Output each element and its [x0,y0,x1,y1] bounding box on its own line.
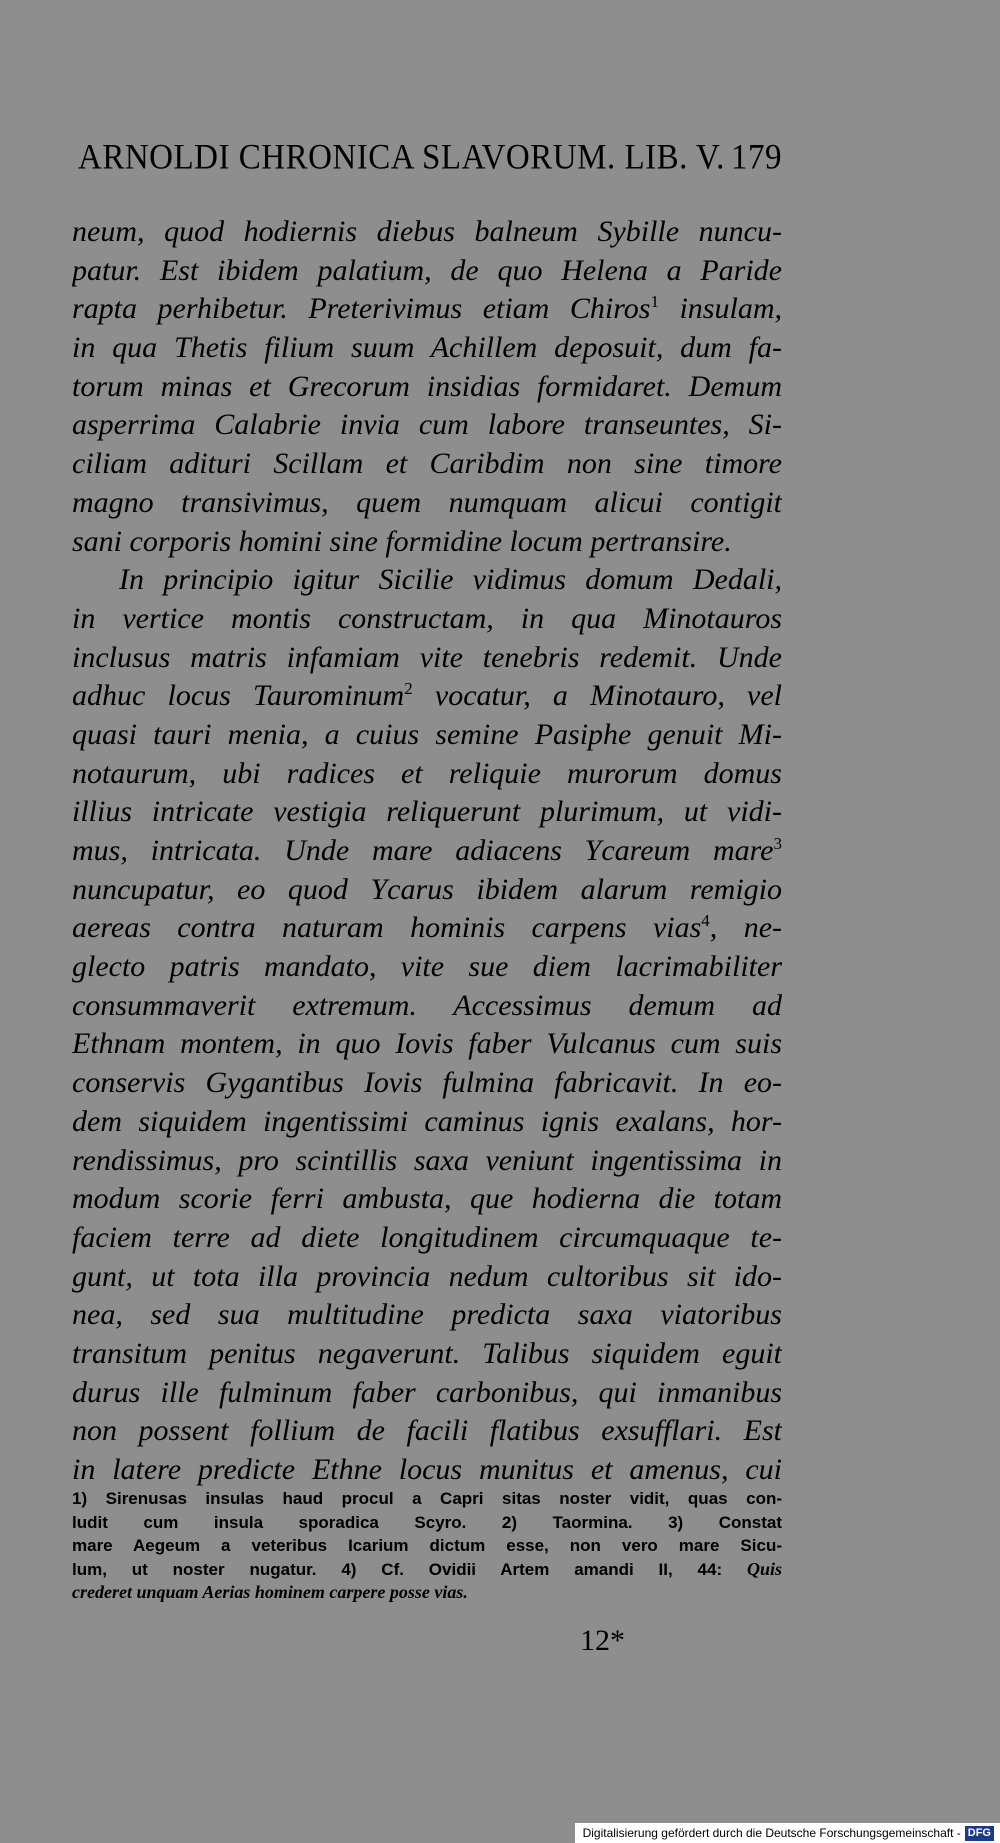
text-line: conservis Gygantibus Iovis fulmina fabricavit. In eo- [72,1066,782,1100]
credit-text: Digitalisierung gefördert durch die Deutsche Forschungsgemeinschaft - [582,1826,961,1840]
footnote-line: mare Aegeum a veteribus Icarium dictum esse, non vero mare Sicu- [72,1536,782,1555]
running-head-title: ARNOLDI CHRONICA SLAVORUM. LIB. V. [78,138,725,178]
text-line: gunt, ut tota illa provincia nedum cultoribus sit ido- [72,1259,782,1293]
footnote-line [72,1581,782,1605]
text-line: nea, sed sua multitudine predicta saxa viatoribus [72,1298,782,1332]
footnote-marker: 1 [650,292,659,312]
text-line: magno transivimus, quem numquam alicui contigit [72,485,782,519]
text-line: in qua Thetis filium suum Achillem deposuit, dum fa- [72,331,782,365]
text-line: transitum penitus negaverunt. Talibus siquidem eguit [72,1336,782,1370]
running-head [72,138,782,186]
footnotes [72,1487,782,1605]
text-line: inclusus matris infamiam vite tenebris redemit. Unde [72,640,782,674]
text-line: in latere predicte Ethne locus munitus et amenus, cui [72,1453,782,1486]
text-line: rendissimus, pro scintillis saxa veniunt ingentissima in [72,1143,782,1177]
signature-mark: 12* [580,1624,625,1657]
text-line: modum scorie ferri ambusta, que hodierna die totam [72,1182,782,1216]
footnote-marker: 2 [404,679,413,699]
footnote-quote: crederet unquam Aerias hominem carpere posse vias. [72,1582,468,1602]
text-line: illius intricate vestigia reliquerunt plurimum, ut vidi- [72,795,782,829]
text-line: asperrima Calabrie invia cum labore transeuntes, Si- [72,408,782,442]
text-line: patur. Est ibidem palatium, de quo Helena a Paride [72,253,782,287]
footnote-line: 1) Sirenusas insulas haud procul a Capri sitas noster vidit, quas con- [72,1489,782,1508]
text-line: ciliam adituri Scillam et Caribdim non sine timore [72,447,782,481]
page-number: 179 [731,138,782,178]
text-line: Ethnam montem, in quo Iovis faber Vulcanus cum suis [72,1027,782,1061]
text-line: aereas contra naturam hominis carpens vias$^4$, ne- [72,911,782,945]
footnote-marker: 4 [701,911,710,931]
text-line: consummaverit extremum. Accessimus demum ad [72,988,782,1022]
text-line: non possent follium de facili flatibus exsufflari. Est [72,1414,782,1448]
text-line: dem siquidem ingentissimi caminus ignis exalans, hor- [72,1104,782,1138]
footnote-marker: 3 [773,834,782,853]
digitization-credit [575,1823,1000,1843]
text-line: torum minas et Grecorum insidias formidaret. Demum [72,369,782,403]
text-line: durus ille fulminum faber carbonibus, qui inmanibus [72,1375,782,1409]
text-line: rapta perhibetur. Preterivimus etiam Chiros$^1$ insulam, [72,292,782,326]
text-line: adhuc locus Taurominum$^2$ vocatur, a Minotauro, vel [72,679,782,713]
text-line: nuncupatur, eo quod Ycarus ibidem alarum remigio [72,872,782,906]
text-line: glecto patris mandato, vite sue diem lacrimabiliter [72,950,782,984]
text-line: neum, quod hodiernis diebus balneum Sybille nuncu- [72,215,782,248]
text-line: mus, intricata. Unde mare adiacens Ycareum mare$^3$ [72,834,782,867]
footnote-line: lum, ut noster nugatur. 4) Cf. Ovidii Artem amandi II, 44: Quis [72,1558,782,1579]
text-line-paragraph-start: In principio igitur Sicilie vidimus domum Dedali, [119,563,782,597]
dfg-logo-icon: DFG [965,1826,994,1841]
text-line: sani corporis homini sine formidine locum pertransire. [72,524,732,558]
footnote-line: ludit cum insula sporadica Scyro. 2) Taormina. 3) Constat [72,1512,782,1532]
text-line: notaurum, ubi radices et reliquie murorum domus [72,756,782,790]
footnote-quote: Quis [746,1558,782,1579]
text-line: faciem terre ad diete longitudinem circumquaque te- [72,1220,782,1254]
text-line: in vertice montis constructam, in qua Minotauros [72,601,782,635]
text-line: quasi tauri menia, a cuius semine Pasiphe genuit Mi- [72,717,782,751]
body-text [72,213,782,1490]
